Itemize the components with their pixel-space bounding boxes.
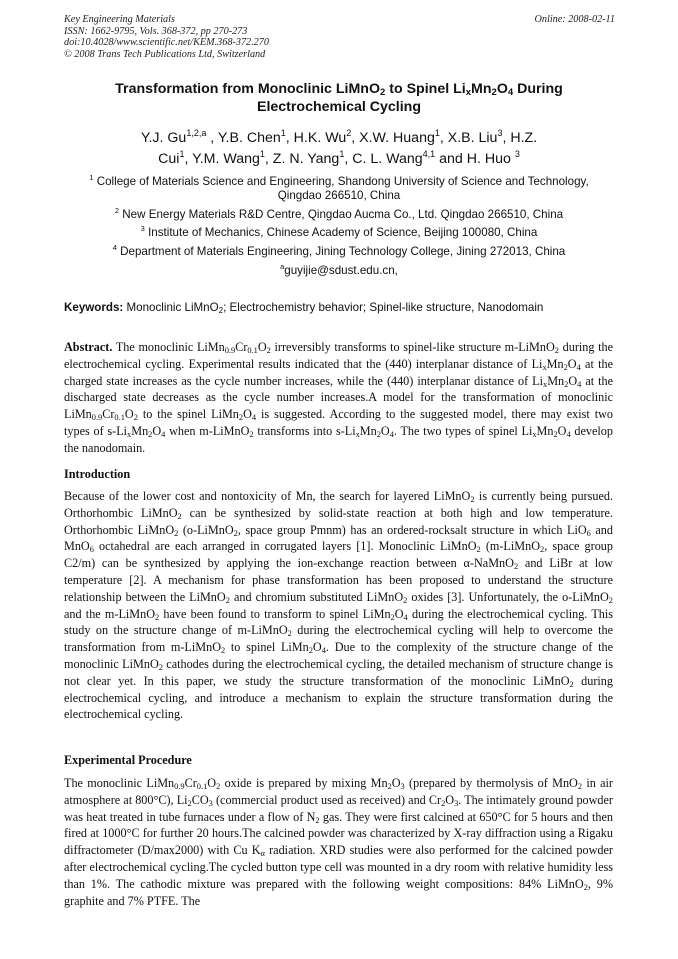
keywords-line: Keywords: Monoclinic LiMnO$_2$; Electrochemistry behavior; Spinel-like structure, Nanodomain [64,301,544,315]
corresponding-email[interactable]: $^a$guyijie@sdust.edu.cn, [280,261,398,277]
affiliation-3: $^3$ Institute of Mechanics, Chinese Academy of Science, Beijing 100080, China [140,224,538,240]
experimental-heading: Experimental Procedure [64,753,192,767]
introduction-paragraph: Because of the lower cost and nontoxicity of Mn, the search for layered LiMnO$_2$ is currently being pursued. Orthorhombic LiMnO$_2$ can be synthesized by solid-state reaction at both high and low temperature. Orthorhombic LiMnO$_2$ (o-LiMnO$_2$, space group Pmnm) has an ordered-rocksalt structure in which LiO$_6$ and MnO$_6$ octahedral are each arranged in corrugated layers [1]. Monoclinic LiMnO$_2$ (m-LiMnO$_2$, space group C2/m) can be synthesized by applying the ion-exchange reaction between α-NaMnO$_2$ and LiBr at low temperature [2]. A mechanism for phase transformation has been proposed to understand the structure relationship between the LiMnO$_2$ and chromium substituted LiMnO$_2$ oxides [3]. Unfortunately, the o-LiMnO$_2$ and the m-LiMnO$_2$ have been found to transform to spinel $LiMn_2O_4$ during the electrochemical cycling. This study on the structure change of m-LiMnO$_2$ during the electrochemical cycling will help to overcome the transformation from m-LiMnO$_2$ to spinel $LiMn_2O_4$. Due to the complexity of the structure change of the monoclinic LiMnO$_2$ cathodes during the electrochemical cycling, the detailed mechanism of structure change is not clear yet. In this paper, we study the structure transformation of the monoclinic LiMnO$_2$ during electrochemical cycling, and introduce a mechanism to explain the structure transformation during the electrochemical cycling. [64,489,614,722]
copyright-line: © 2008 Trans Tech Publications Ltd, Switzerland [64,48,266,60]
abstract-label: Abstract. [64,340,113,354]
journal-header [64,14,615,60]
online-date: Online: 2008-02-11 [534,14,615,25]
doi-line[interactable]: doi:10.4028/www.scientific.net/KEM.368-372.270 [64,37,269,49]
affiliation-4: $^4$ Department of Materials Engineering, Jining Technology College, Jining 272013, China [112,242,566,258]
abstract-paragraph: Abstract. The monoclinic $LiMn_{0.9}Cr_{0.1}O_2$ irreversibly transforms to spinel-like structure m-LiMnO$_2$ during the electrochemical cycling. Experimental results indicated that the (440) interplanar distance of $Li_xMn_2O_4$ at the charged state increases as the cycle number increases, while the (440) interplanar distance of $Li_xMn_2O_4$ at the discharged state decreases as the cycle number increases.A model for the transformation of monoclinic $LiMn_{0.9}Cr_{0.1}O_2$ to the spinel $LiMn_2O_4$ is suggested. According to the suggested model, there may exist two types of $s-Li_xMn_2O_4$ when m-LiMnO$_2$ transforms into $s-Li_xMn_2O_4$. The two types of spinel $Li_xMn_2O_4$ develop the nanodomain. [64,340,614,455]
affiliations [64,175,614,282]
experimental-paragraph: The monoclinic $LiMn_{0.9}Cr_{0.1}O_2$ oxide is prepared by mixing $Mn_2O_3$ (prepared by thermolysis of MnO$_2$ in air atmosphere at 800°C), $Li_2CO_3$ (commercial product used as received) and $Cr_2O_3$. The intimately ground powder was heat treated in tube furnaces under a flow of $N_2$ gas. They were first calcined at 650°C for 5 hours and then fired at 1000°C for further 20 hours.The calcined powder was characterized by X-ray diffraction using a Rigaku diffractometer (D/max2000) with Cu $K_\alpha$ radiation. XRD studies were also performed for the calcined powder after electrochemical cycling.The cycled button type cell was mounted in a dry room with relative humidity less than 1%. The cathodic mixture was prepared with the following weight compositions: 84% LiMnO$_2$, 9% graphite and 7% PTFE. The [64,776,613,908]
keywords-label: Keywords: [64,301,124,314]
affiliation-2: $^2$ New Energy Materials R&D Centre, Qingdao Aucma Co., Ltd. Qingdao 266510, China [114,205,564,221]
introduction-heading: Introduction [64,467,131,481]
issn-line: ISSN: 1662-9795, Vols. 368-372, pp 270-273 [64,25,248,37]
journal-name: Key Engineering Materials [64,14,175,25]
affiliation-1: $^1$ College of Materials Science and Engineering, Shandong University of Science and Technology, Qingdao 266510, China [89,173,589,203]
author-list: Y.J. Gu$^{1,2,a}$ , Y.B. Chen$^1$, H.K. Wu$^2$, X.W. Huang$^1$, X.B. Liu$^3$, H.Z. Cui$^1$, Y.M. Wang$^1$, Z. N. Yang$^1$, C. L. Wang$^{4,1}$ and H. Huo $^3$ [140,128,538,167]
paper-title: Transformation from Monoclinic LiMnO$_2$ to Spinel $Li_xMn_2O_4$ During Electrochemical Cycling [115,81,563,115]
